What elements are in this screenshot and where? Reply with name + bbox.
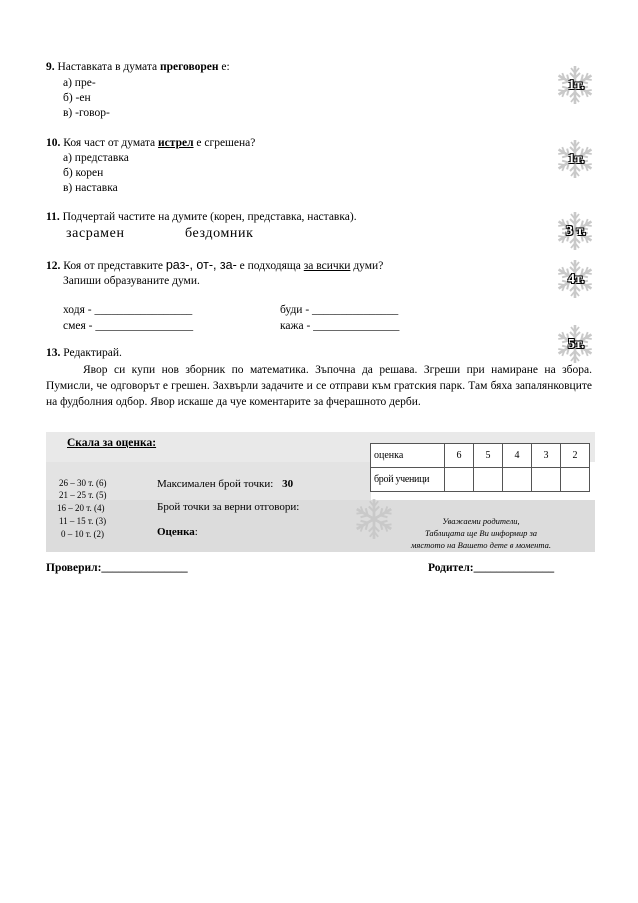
parent-note-2: Таблицата ще Ви информир за — [424, 528, 538, 538]
q9-text-after: е: — [218, 61, 230, 73]
q9-number: 9. — [46, 61, 55, 73]
q10-option-c[interactable]: в) наставка — [63, 182, 118, 194]
q9-option-a[interactable]: а) пре- — [63, 77, 96, 89]
q12-text-mid: е подходяща — [239, 260, 304, 272]
grade-label: Оценка — [157, 526, 195, 538]
scale-range-3: 11 – 15 т. (3) — [59, 516, 107, 526]
grade-distribution-table — [370, 443, 590, 492]
parent-signature-field[interactable]: Родител:______________ — [428, 562, 555, 574]
q12-blank-4[interactable]: кажа - _______________ — [280, 320, 400, 332]
q11-number: 11. — [46, 211, 60, 223]
max-points-label: Максимален брой точки: — [157, 478, 274, 490]
max-points-value: 30 — [282, 478, 294, 490]
q13-text: Редактирай. — [63, 347, 122, 359]
q9-prompt — [46, 60, 230, 75]
count-cell[interactable] — [503, 468, 532, 492]
q9-option-b[interactable]: б) -ен — [63, 92, 91, 104]
q10-points-badge: 1т. — [568, 152, 585, 167]
q12-blank-1[interactable]: ходя - _________________ — [63, 304, 193, 316]
q12-text: Коя от представките — [63, 260, 163, 272]
grade-cell: 5 — [474, 444, 503, 468]
grade-field — [157, 525, 198, 540]
correct-points-label: Брой точки за верни отговори: — [157, 501, 300, 513]
q9-points-badge: 1т. — [568, 78, 585, 93]
scale-range-5: 21 – 25 т. (5) — [59, 490, 107, 500]
q13-points-badge: 5т. — [568, 337, 585, 352]
q10-text-after: е сгрешена? — [193, 137, 256, 149]
table-row-label: брой ученици — [371, 468, 445, 492]
q12-blank-3[interactable]: смея - _________________ — [63, 320, 194, 332]
q12-blank-2[interactable]: буди - _______________ — [280, 304, 399, 316]
q10-word: истрел — [158, 137, 194, 149]
q9-option-c[interactable]: в) -говор- — [63, 107, 110, 119]
table-header-cell: оценка — [371, 444, 445, 468]
q12-text-after: думи? — [350, 260, 384, 272]
q12-underlined: за всички — [303, 260, 351, 272]
q12-prompt — [46, 258, 383, 274]
q11-word-2[interactable]: бездомник — [185, 226, 254, 241]
parent-note-3: мястото на Вашето дете в момента. — [411, 540, 551, 550]
grade-cell: 4 — [503, 444, 532, 468]
scale-range-2: 0 – 10 т. (2) — [61, 529, 105, 539]
q10-option-b[interactable]: б) корен — [63, 167, 104, 179]
q10-number: 10. — [46, 137, 61, 149]
q9-word: преговорен — [159, 61, 219, 73]
q12-line2: Запиши образуваните думи. — [63, 275, 200, 287]
count-cell[interactable] — [445, 468, 474, 492]
checked-by-field[interactable]: Проверил:_______________ — [46, 562, 188, 574]
q9-text: Наставката в думата — [57, 61, 160, 73]
count-cell[interactable] — [474, 468, 503, 492]
q12-points-badge: 4т. — [568, 272, 585, 287]
table-row — [371, 468, 590, 492]
scale-title: Скала за оценка: — [67, 437, 157, 449]
grade-cell: 2 — [561, 444, 590, 468]
count-cell[interactable] — [561, 468, 590, 492]
table-row — [371, 444, 590, 468]
q13-number: 13. — [46, 347, 61, 359]
q10-prompt — [46, 136, 255, 151]
q11-word-1[interactable]: засрамен — [66, 226, 125, 241]
count-cell[interactable] — [532, 468, 561, 492]
grade-colon: : — [194, 526, 198, 538]
q13-paragraph[interactable]: Явор си купи нов зборник по математика. Зъпочна да решава. Згреши при намиране на збора. Пумисли, че одговорът е грешен. Захвърли задачите и се отправи към гратския парк. Там бяха запалянковците на фудболния одбор. Явор искаше да чуе коментарите за фчерашното дерби. — [46, 364, 592, 408]
q12-prefixes: раз-, от-, за- — [165, 258, 237, 272]
q12-number: 12. — [46, 260, 61, 272]
grade-cell: 6 — [445, 444, 474, 468]
parent-note-1: Уважаеми родители, — [442, 516, 520, 526]
q10-text: Коя част от думата — [63, 137, 159, 149]
scale-range-4: 16 – 20 т. (4) — [57, 503, 105, 513]
grade-cell: 3 — [532, 444, 561, 468]
q11-prompt — [46, 210, 357, 225]
q11-points-badge: 3 т. — [566, 224, 586, 239]
scale-range-6: 26 – 30 т. (6) — [59, 478, 107, 488]
q13-prompt — [46, 346, 122, 361]
max-points — [157, 477, 293, 492]
q10-option-a[interactable]: а) представка — [63, 152, 129, 164]
q11-text: Подчертай частите на думите (корен, представка, наставка). — [62, 211, 357, 223]
